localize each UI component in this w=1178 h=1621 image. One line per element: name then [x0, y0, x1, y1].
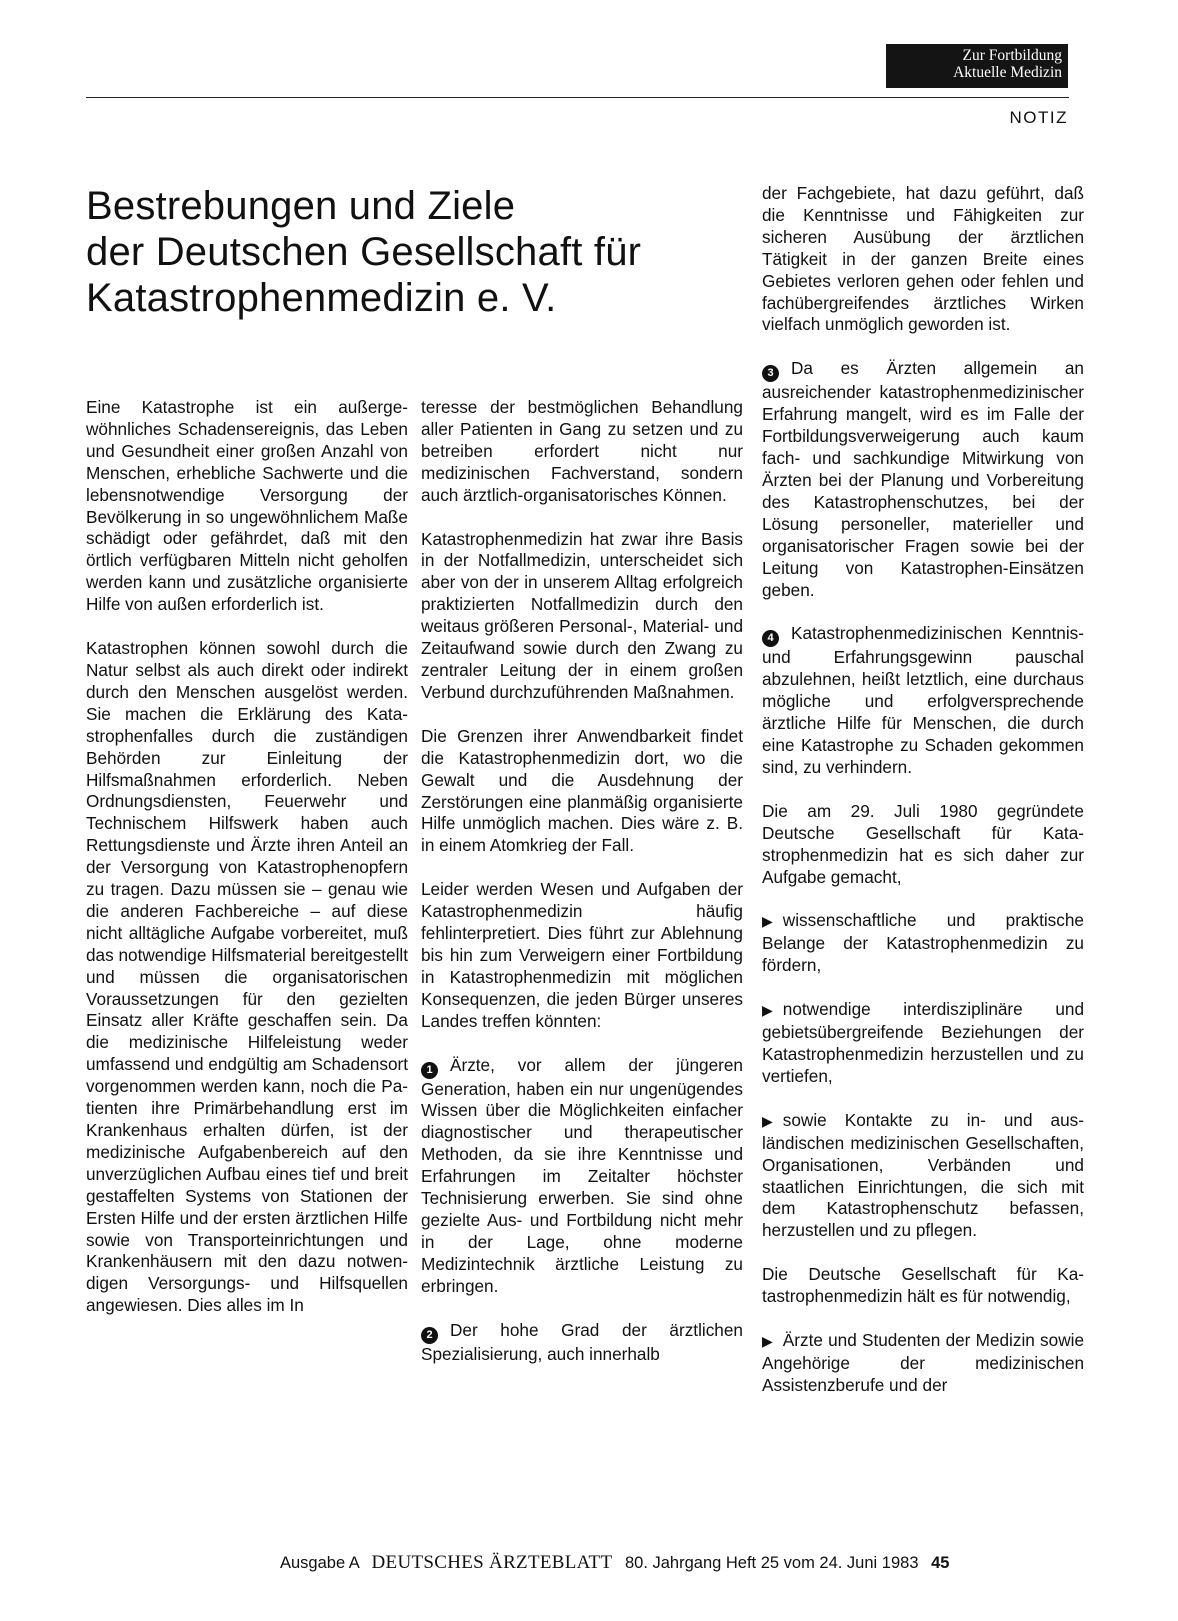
section-label: NOTIZ — [1009, 108, 1068, 127]
bullet-text: sowie Kontakte zu in- und ausländischen medizinischen Gesellschaften, Organisationen, Verbänden und staatlichen Einrichtungen, die sich mit dem Katastrophenschutz befassen, herzustellen und zu pflegen. — [762, 1109, 1084, 1241]
header-rule — [86, 97, 1069, 98]
column-3 — [762, 183, 1084, 1419]
numbered-paragraph — [762, 358, 1084, 601]
bullet-text: wissenschaftliche und praktische Belange der Katastrophenmedizin zu fördern, — [762, 910, 1084, 976]
column-2 — [421, 397, 743, 1388]
article-title — [86, 183, 706, 321]
footer-journal: DEUTSCHES ÄRZTEBLATT — [371, 1552, 613, 1573]
bullet-item — [762, 910, 1084, 977]
title-line-3: Katastrophenmedizin e. V. — [86, 276, 557, 320]
paragraph: Eine Katastrophe ist ein außergewöhnliches Schadensereignis, das Leben und Gesundheit einer großen Anzahl von Menschen, erhebliche Sachwerte und die lebensnotwendige Versorgung der Bevölkerung in so ungewöhnlichem Maße schädigt oder gefährdet, daß mit den örtlich verfügbaren Mitteln nicht geholfen werden kann und zusätzliche organisierte Hilfe von außen erforderlich ist. — [86, 397, 408, 615]
paragraph-text: Katastrophenmedizinischen Kenntnis- und Erfahrungsgewinn pauschal abzulehnen, heißt letztlich, eine durchaus mögliche und erfolgversprechende ärztliche Hilfe für Menschen, die durch eine Katastrophe zu Schaden gekommen sind, zu verhindern. — [762, 623, 1084, 777]
numbered-paragraph — [762, 623, 1084, 778]
paragraph: teresse der bestmöglichen Behandlung aller Patienten in Gang zu setzen und zu betreiben erfordert nicht nur medizinischen Fachverstand, sondern auch ärztlich-organisatorisches Können. — [421, 397, 743, 505]
bullet-text: notwendige interdisziplinäre und gebietsübergreifende Beziehungen der Katastrophenmedizin herzustellen und zu vertiefen, — [762, 999, 1084, 1086]
paragraph: Katastrophenmedizin hat zwar ihre Basis in der Notfallmedizin, unterscheidet sich aber von der in unserem Alltag erfolgreich praktizierten Notfallmedizin durch den weitaus größeren Personal-, Material- und Zeitaufwand sowie durch den Zwang zu zentraler Leitung der in einem großen Verbund durchzuführenden Maßnahmen. — [421, 528, 743, 702]
footer-issue: 80. Jahrgang Heft 25 vom 24. Juni 1983 — [624, 1554, 919, 1572]
bullet-item — [762, 1330, 1084, 1397]
footer-edition: Ausgabe A — [280, 1554, 359, 1572]
number-badge: 3 — [762, 365, 779, 382]
paragraph: Die Grenzen ihrer Anwendbarkeit findet die Katastrophenmedizin dort, wo die Gewalt und die Ausdehnung der Zerstörungen eine planmäßig organisierte Hilfe unmöglich machen. Dies wäre z. B. in einem Atomkrieg der Fall. — [421, 725, 743, 856]
number-badge: 4 — [762, 630, 779, 647]
triangle-bullet-icon: ▶ — [762, 913, 773, 930]
title-line-1: Bestrebungen und Ziele — [86, 184, 516, 228]
paragraph-text: Ärzte, vor allem der jüngeren Generation, haben ein nur ungenügendes Wissen über die Möglichkeiten einfacher diagnostischer und therapeutischer Methoden, da sie ihre Kenntnisse und Erfahrungen im Zeitalter höchster Technisierung erwerben. Sie sind ohne gezielte Aus- und Fortbildung nicht mehr in der Lage, ohne moderne Medizintechnik ärztliche Leistung zu erbringen. — [421, 1054, 743, 1296]
header-line-1: Zur Fortbildung — [962, 47, 1062, 64]
numbered-paragraph — [421, 1320, 743, 1366]
page-footer — [280, 1552, 1070, 1574]
column-1 — [86, 397, 408, 1339]
number-badge: 1 — [421, 1062, 438, 1079]
triangle-bullet-icon: ▶ — [762, 1112, 773, 1129]
paragraph: Leider werden Wesen und Aufgaben der Katastrophenmedizin häufig fehlinterpretiert. Dies führt zur Ablehnung bis hin zum Verweigern einer Fortbildung in Katastrophenmedizin mit möglichen Konsequenzen, die jeden Bürger unseres Landes treffen könnten: — [421, 879, 743, 1031]
bullet-item — [762, 1110, 1084, 1242]
bullet-item — [762, 999, 1084, 1088]
paragraph-text: Der hohe Grad der ärztlichen Spezialisierung, auch innerhalb — [421, 1319, 743, 1364]
numbered-paragraph — [421, 1055, 743, 1298]
header-line-2: Aktuelle Medizin — [953, 64, 1062, 81]
page-number: 45 — [931, 1554, 950, 1572]
paragraph: Katastrophen können sowohl durch die Natur selbst als auch direkt oder indirekt durch den Menschen ausgelöst werden. Sie machen die Erklärung des Katastrophenfalles durch die zuständigen Behörden zur Einleitung der Hilfsmaßnahmen erforderlich. Neben Ordnungsdiensten, Feuerwehr und Technischem Hilfswerk haben auch Rettungsdienste und Ärzte ihren Anteil an der Versorgung von Katastrophenopfern zu tragen. Dazu müssen sie – genau wie die anderen Fachbereiche – auf diese nicht alltägliche Aufgabe vorbereitet, muß das notwendige Hilfsmaterial bereitgestellt und müssen die organisatorischen Voraussetzungen für den gezielten Einsatz aller Kräfte geschaffen sein. Da die medizinische Hilfeleistung weder umfassend und endgültig am Schadensort vorgenommen werden kann, noch die Patienten ihre Primärbehandlung erst im Krankenhaus erhalten dürfen, ist der medizinische Aufgabenbereich auf den unverzüglichen Aufbau eines tief und breit gestaffelten Systems von Stationen der Ersten Hilfe und der ersten ärztlichen Hilfe sowie von Transporteinrichtungen und Krankenhäusern mit den dazu notwendigen Versorgungs- und Hilfsquellen angewiesen. Dies alles im In — [86, 638, 408, 1316]
paragraph: der Fachgebiete, hat dazu geführt, daß die Kenntnisse und Fähigkeiten zur sicheren Ausübung der ärztlichen Tätigkeit in der ganzen Breite eines Gebietes verloren gehen oder fehlen und fachübergreifendes ärztliches Wirken vielfach unmöglich geworden ist. — [762, 183, 1084, 335]
triangle-bullet-icon: ▶ — [762, 1333, 773, 1350]
paragraph: Die am 29. Juli 1980 gegründete Deutsche Gesellschaft für Katastrophenmedizin hat es sich daher zur Aufgabe gemacht, — [762, 800, 1084, 887]
bullet-text: Ärzte und Studenten der Medizin sowie Angehörige der medizinischen Assistenzberufe und der — [762, 1330, 1084, 1395]
paragraph: Die Deutsche Gesellschaft für Katastrophenmedizin hält es für notwendig, — [762, 1264, 1084, 1307]
paragraph-text: Da es Ärzten allgemein an ausreichender katastrophenmedizinischer Erfahrung mangelt, wird es im Falle der Fortbildungsverweigerung auch kaum fach- und sachkundige Mitwirkung von Ärzten bei der Planung und Vorbereitung des Katastrophenschutzes, bei der Lösung personeller, materieller und organisatorischer Fragen sowie bei der Leitung von Katastrophen-Einsätzen geben. — [762, 358, 1084, 600]
title-line-2: der Deutschen Gesellschaft für — [86, 230, 642, 274]
number-badge: 2 — [421, 1327, 438, 1344]
section-header-box — [886, 44, 1068, 88]
triangle-bullet-icon: ▶ — [762, 1002, 773, 1019]
